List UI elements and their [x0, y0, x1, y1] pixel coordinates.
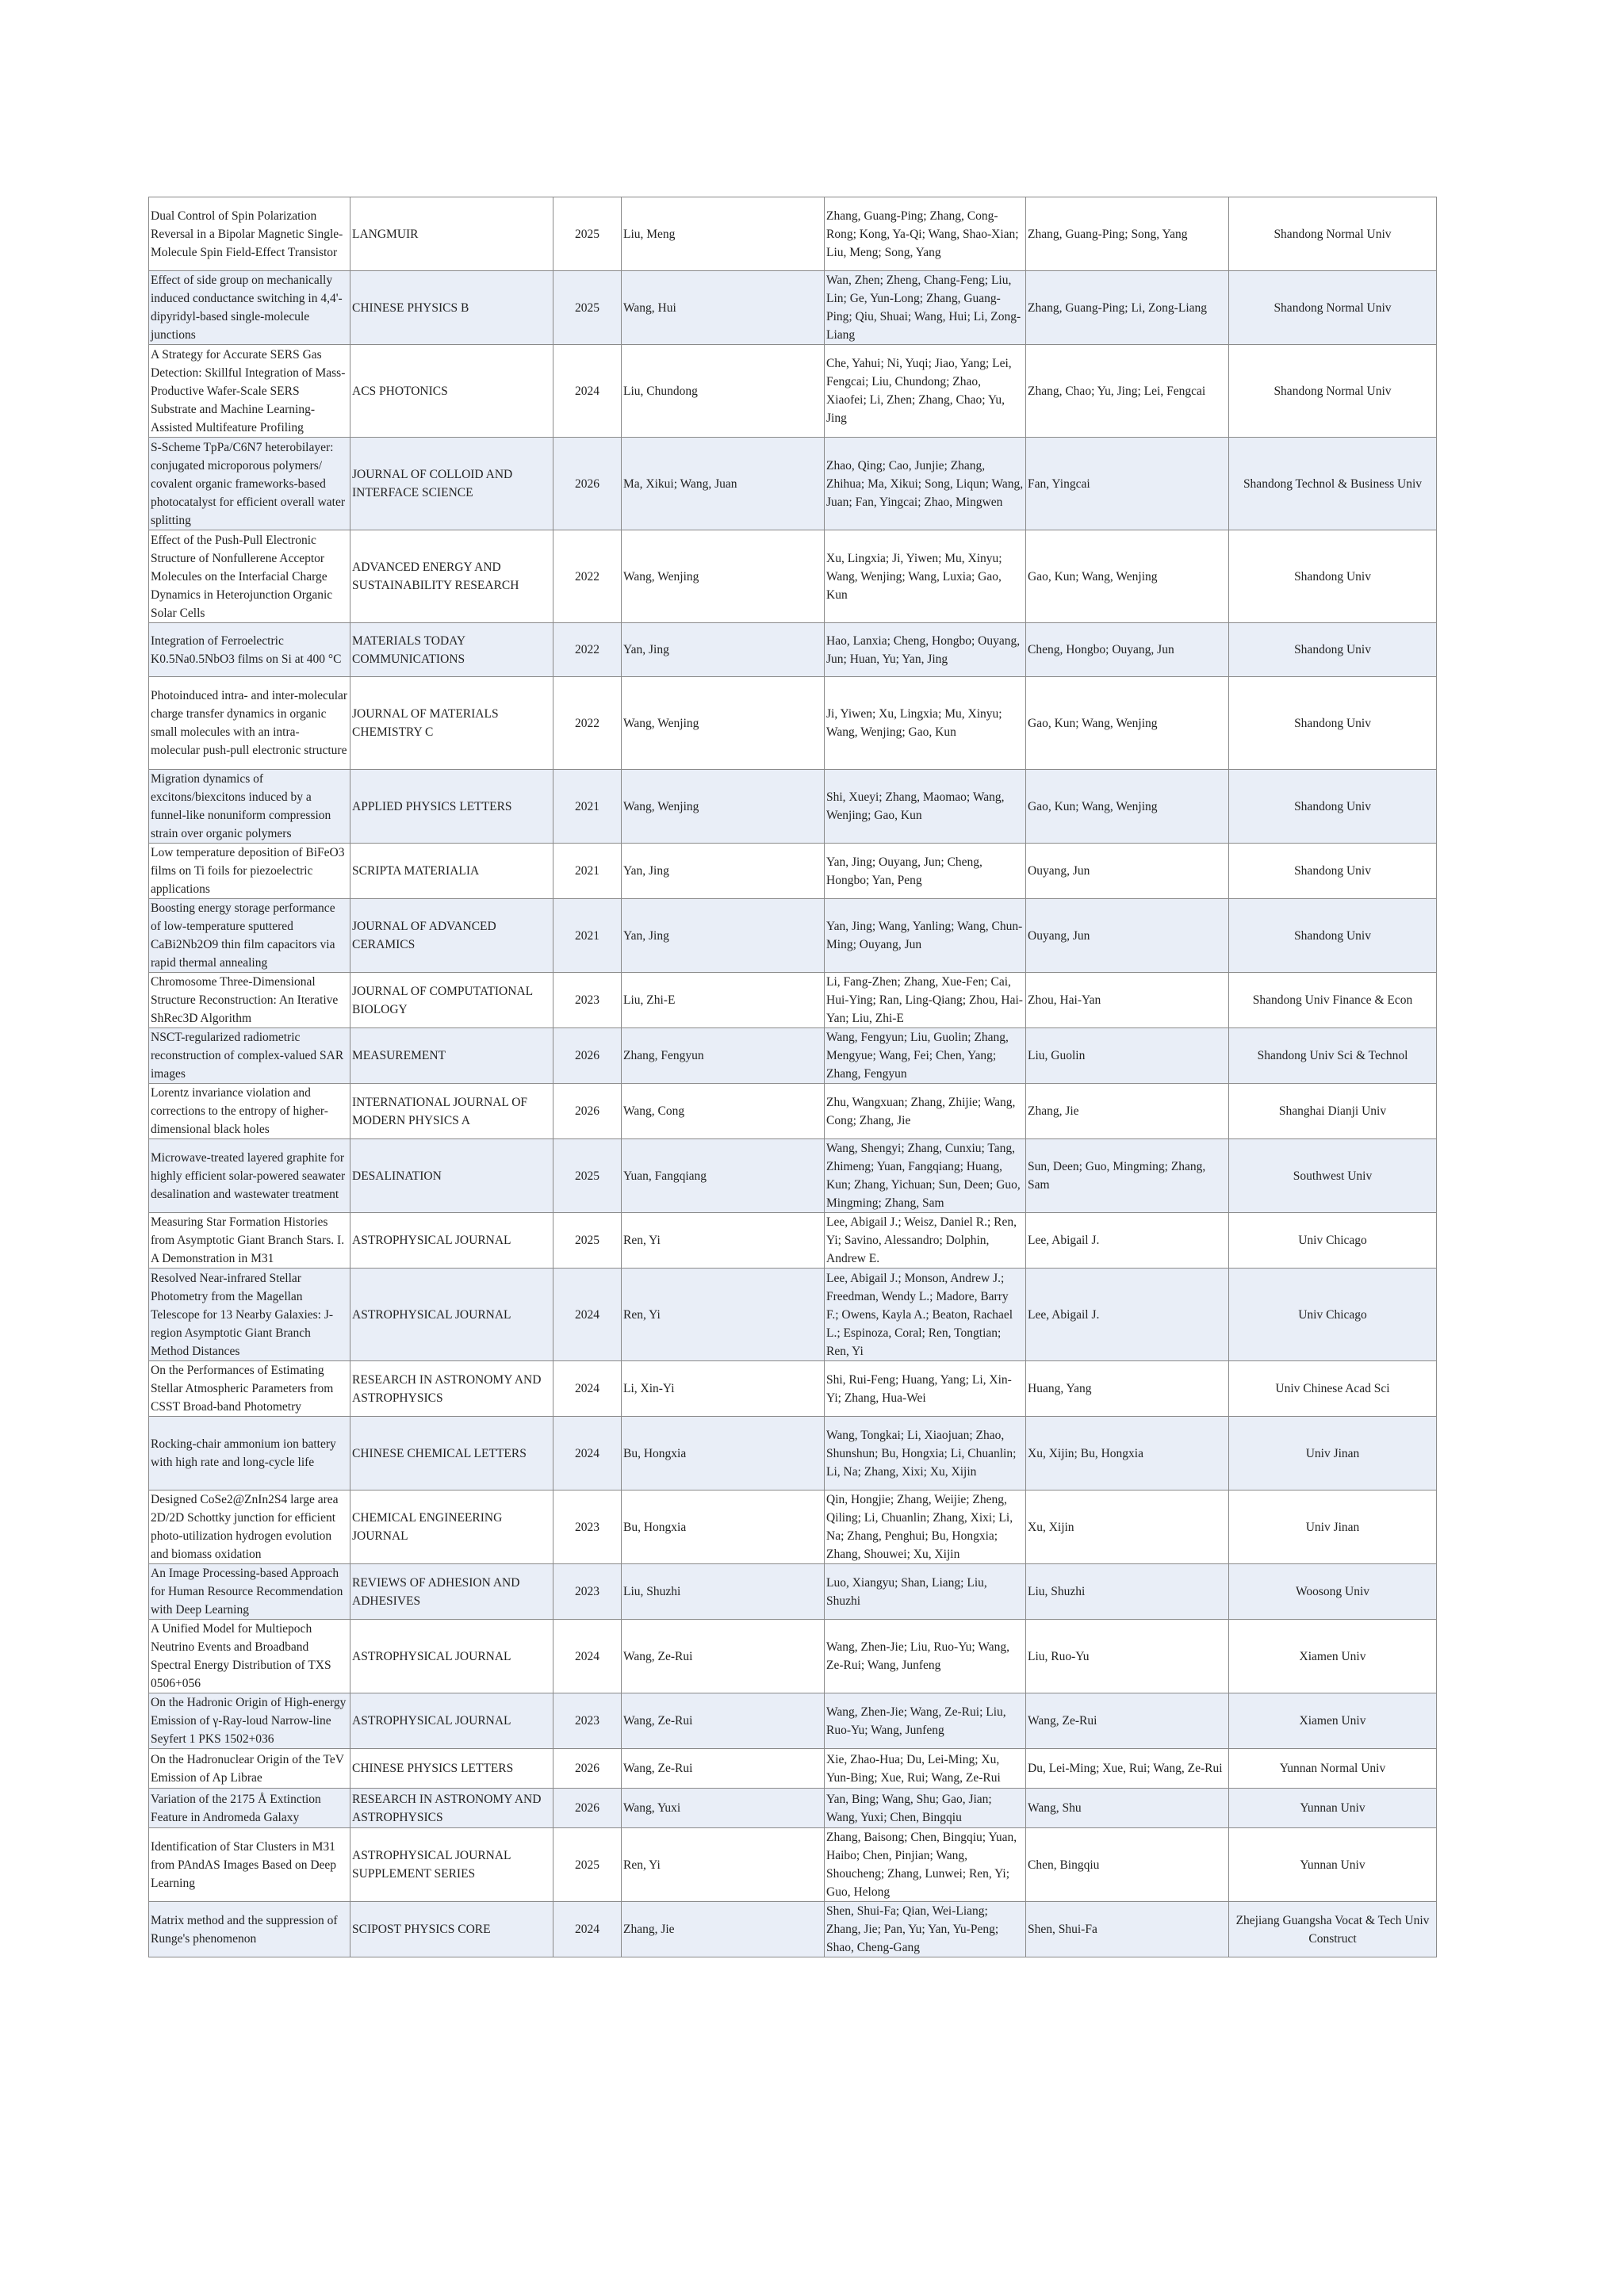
cell-authors: Lee, Abigail J.; Weisz, Daniel R.; Ren, Yi; Savino, Alessandro; Dolphin, Andrew E. — [825, 1213, 1026, 1269]
cell-affiliation: Xiamen Univ — [1229, 1620, 1437, 1693]
cell-corresponding-author: Chen, Bingqiu — [1026, 1828, 1229, 1902]
cell-first-author: Liu, Shuzhi — [622, 1564, 825, 1620]
cell-affiliation: Southwest Univ — [1229, 1139, 1437, 1213]
cell-authors: Wang, Tongkai; Li, Xiaojuan; Zhao, Shunshun; Bu, Hongxia; Li, Chuanlin; Li, Na; Zhang, Xixi; Xu, Xijin — [825, 1417, 1026, 1490]
cell-authors: Wang, Zhen-Jie; Liu, Ruo-Yu; Wang, Ze-Rui; Wang, Junfeng — [825, 1620, 1026, 1693]
cell-authors: Zhang, Guang-Ping; Zhang, Cong-Rong; Kong, Ya-Qi; Wang, Shao-Xian; Liu, Meng; Song, Yang — [825, 197, 1026, 271]
cell-affiliation: Shandong Univ Finance & Econ — [1229, 973, 1437, 1028]
cell-authors: Shen, Shui-Fa; Qian, Wei-Liang; Zhang, Jie; Pan, Yu; Yan, Yu-Peng; Shao, Cheng-Gang — [825, 1902, 1026, 1957]
cell-corresponding-author: Xu, Xijin — [1026, 1490, 1229, 1564]
cell-first-author: Li, Xin-Yi — [622, 1361, 825, 1417]
cell-journal: INTERNATIONAL JOURNAL OF MODERN PHYSICS A — [350, 1084, 553, 1139]
cell-year: 2024 — [553, 1620, 622, 1693]
cell-title: NSCT-regularized radiometric reconstruction of complex-valued SAR images — [149, 1028, 350, 1084]
cell-journal: RESEARCH IN ASTRONOMY AND ASTROPHYSICS — [350, 1361, 553, 1417]
cell-journal: CHINESE CHEMICAL LETTERS — [350, 1417, 553, 1490]
cell-journal: CHINESE PHYSICS B — [350, 271, 553, 345]
cell-first-author: Wang, Ze-Rui — [622, 1620, 825, 1693]
table-row — [149, 1828, 1437, 1902]
cell-journal: ASTROPHYSICAL JOURNAL — [350, 1213, 553, 1269]
cell-affiliation: Woosong Univ — [1229, 1564, 1437, 1620]
cell-authors: Ji, Yiwen; Xu, Lingxia; Mu, Xinyu; Wang, Wenjing; Gao, Kun — [825, 677, 1026, 770]
publication-table — [148, 197, 1437, 1957]
table-row — [149, 1417, 1437, 1490]
table-row — [149, 1564, 1437, 1620]
cell-title: Effect of the Push-Pull Electronic Structure of Nonfullerene Acceptor Molecules on the Interfacial Charge Dynamics in Heterojunction Organic Solar Cells — [149, 530, 350, 623]
cell-journal: APPLIED PHYSICS LETTERS — [350, 770, 553, 844]
cell-title: Microwave-treated layered graphite for highly efficient solar-powered seawater desalination and wastewater treatment — [149, 1139, 350, 1213]
cell-journal: MEASUREMENT — [350, 1028, 553, 1084]
cell-title: On the Hadronic Origin of High-energy Emission of γ-Ray-loud Narrow-line Seyfert 1 PKS 1502+036 — [149, 1693, 350, 1749]
cell-first-author: Yan, Jing — [622, 623, 825, 677]
cell-affiliation: Shanghai Dianji Univ — [1229, 1084, 1437, 1139]
cell-authors: Yan, Jing; Wang, Yanling; Wang, Chun-Ming; Ouyang, Jun — [825, 899, 1026, 973]
cell-first-author: Bu, Hongxia — [622, 1417, 825, 1490]
cell-journal: ASTROPHYSICAL JOURNAL SUPPLEMENT SERIES — [350, 1828, 553, 1902]
cell-journal: REVIEWS OF ADHESION AND ADHESIVES — [350, 1564, 553, 1620]
cell-affiliation: Shandong Normal Univ — [1229, 271, 1437, 345]
cell-journal: CHINESE PHYSICS LETTERS — [350, 1749, 553, 1789]
cell-journal: ASTROPHYSICAL JOURNAL — [350, 1269, 553, 1361]
cell-title: An Image Processing-based Approach for Human Resource Recommendation with Deep Learning — [149, 1564, 350, 1620]
cell-title: Rocking-chair ammonium ion battery with high rate and long-cycle life — [149, 1417, 350, 1490]
cell-authors: Wang, Fengyun; Liu, Guolin; Zhang, Mengyue; Wang, Fei; Chen, Yang; Zhang, Fengyun — [825, 1028, 1026, 1084]
table-row — [149, 1361, 1437, 1417]
cell-authors: Xu, Lingxia; Ji, Yiwen; Mu, Xinyu; Wang, Wenjing; Wang, Luxia; Gao, Kun — [825, 530, 1026, 623]
cell-first-author: Wang, Ze-Rui — [622, 1749, 825, 1789]
cell-year: 2024 — [553, 1361, 622, 1417]
cell-authors: Wan, Zhen; Zheng, Chang-Feng; Liu, Lin; Ge, Yun-Long; Zhang, Guang-Ping; Qiu, Shuai; Wang, Hui; Li, Zong-Liang — [825, 271, 1026, 345]
cell-title: S-Scheme TpPa/C6N7 heterobilayer: conjugated microporous polymers/ covalent organic frameworks-based photocatalyst for efficient overall water splitting — [149, 438, 350, 530]
cell-journal: RESEARCH IN ASTRONOMY AND ASTROPHYSICS — [350, 1789, 553, 1828]
cell-journal: MATERIALS TODAY COMMUNICATIONS — [350, 623, 553, 677]
cell-title: Boosting energy storage performance of low-temperature sputtered CaBi2Nb2O9 thin film capacitors via rapid thermal annealing — [149, 899, 350, 973]
cell-affiliation: Univ Jinan — [1229, 1417, 1437, 1490]
cell-title: Identification of Star Clusters in M31 from PAndAS Images Based on Deep Learning — [149, 1828, 350, 1902]
cell-title: Migration dynamics of excitons/biexcitons induced by a funnel-like nonuniform compression strain over organic polymers — [149, 770, 350, 844]
cell-affiliation: Shandong Normal Univ — [1229, 197, 1437, 271]
cell-affiliation: Yunnan Univ — [1229, 1828, 1437, 1902]
table-row — [149, 345, 1437, 438]
cell-year: 2021 — [553, 770, 622, 844]
cell-year: 2024 — [553, 1269, 622, 1361]
cell-year: 2026 — [553, 1028, 622, 1084]
cell-year: 2023 — [553, 1564, 622, 1620]
cell-affiliation: Shandong Univ — [1229, 770, 1437, 844]
cell-first-author: Ren, Yi — [622, 1269, 825, 1361]
cell-title: A Unified Model for Multiepoch Neutrino Events and Broadband Spectral Energy Distribution of TXS 0506+056 — [149, 1620, 350, 1693]
cell-corresponding-author: Zhang, Guang-Ping; Li, Zong-Liang — [1026, 271, 1229, 345]
cell-corresponding-author: Wang, Shu — [1026, 1789, 1229, 1828]
cell-journal: JOURNAL OF COMPUTATIONAL BIOLOGY — [350, 973, 553, 1028]
cell-affiliation: Univ Chicago — [1229, 1269, 1437, 1361]
cell-authors: Zhao, Qing; Cao, Junjie; Zhang, Zhihua; Ma, Xikui; Song, Liqun; Wang, Juan; Fan, Yingcai; Zhao, Mingwen — [825, 438, 1026, 530]
cell-authors: Lee, Abigail J.; Monson, Andrew J.; Freedman, Wendy L.; Madore, Barry F.; Owens, Kayla A.; Beaton, Rachael L.; Espinoza, Coral; Ren, Tongtian; Ren, Yi — [825, 1269, 1026, 1361]
cell-title: Effect of side group on mechanically induced conductance switching in 4,4'-dipyridyl-based single-molecule junctions — [149, 271, 350, 345]
cell-authors: Li, Fang-Zhen; Zhang, Xue-Fen; Cai, Hui-Ying; Ran, Ling-Qiang; Zhou, Hai-Yan; Liu, Zhi-E — [825, 973, 1026, 1028]
cell-corresponding-author: Liu, Shuzhi — [1026, 1564, 1229, 1620]
table-row — [149, 844, 1437, 899]
cell-journal: DESALINATION — [350, 1139, 553, 1213]
cell-journal: CHEMICAL ENGINEERING JOURNAL — [350, 1490, 553, 1564]
cell-year: 2024 — [553, 1902, 622, 1957]
cell-title: Variation of the 2175 Å Extinction Feature in Andromeda Galaxy — [149, 1789, 350, 1828]
cell-first-author: Wang, Yuxi — [622, 1789, 825, 1828]
cell-affiliation: Yunnan Univ — [1229, 1789, 1437, 1828]
cell-affiliation: Shandong Univ — [1229, 899, 1437, 973]
cell-title: Low temperature deposition of BiFeO3 films on Ti foils for piezoelectric applications — [149, 844, 350, 899]
cell-authors: Wang, Shengyi; Zhang, Cunxiu; Tang, Zhimeng; Yuan, Fangqiang; Huang, Kun; Zhang, Yichuan; Sun, Deen; Guo, Mingming; Zhang, Sam — [825, 1139, 1026, 1213]
cell-corresponding-author: Xu, Xijin; Bu, Hongxia — [1026, 1417, 1229, 1490]
table-row — [149, 1693, 1437, 1749]
table-row — [149, 1789, 1437, 1828]
cell-year: 2026 — [553, 438, 622, 530]
cell-authors: Wang, Zhen-Jie; Wang, Ze-Rui; Liu, Ruo-Yu; Wang, Junfeng — [825, 1693, 1026, 1749]
table-row — [149, 1084, 1437, 1139]
cell-title: Integration of Ferroelectric K0.5Na0.5NbO3 films on Si at 400 °C — [149, 623, 350, 677]
cell-corresponding-author: Cheng, Hongbo; Ouyang, Jun — [1026, 623, 1229, 677]
cell-authors: Xie, Zhao-Hua; Du, Lei-Ming; Xu, Yun-Bing; Xue, Rui; Wang, Ze-Rui — [825, 1749, 1026, 1789]
cell-affiliation: Univ Chicago — [1229, 1213, 1437, 1269]
table-row — [149, 271, 1437, 345]
table-row — [149, 623, 1437, 677]
cell-year: 2021 — [553, 899, 622, 973]
cell-first-author: Wang, Cong — [622, 1084, 825, 1139]
cell-first-author: Zhang, Fengyun — [622, 1028, 825, 1084]
cell-title: On the Hadronuclear Origin of the TeV Emission of Ap Librae — [149, 1749, 350, 1789]
cell-title: Lorentz invariance violation and corrections to the entropy of higher-dimensional black holes — [149, 1084, 350, 1139]
cell-first-author: Liu, Meng — [622, 197, 825, 271]
cell-journal: ASTROPHYSICAL JOURNAL — [350, 1620, 553, 1693]
cell-title: Dual Control of Spin Polarization Reversal in a Bipolar Magnetic Single-Molecule Spin Field-Effect Transistor — [149, 197, 350, 271]
table-row — [149, 1139, 1437, 1213]
cell-year: 2025 — [553, 271, 622, 345]
cell-affiliation: Univ Chinese Acad Sci — [1229, 1361, 1437, 1417]
cell-authors: Shi, Xueyi; Zhang, Maomao; Wang, Wenjing; Gao, Kun — [825, 770, 1026, 844]
cell-first-author: Wang, Hui — [622, 271, 825, 345]
cell-year: 2024 — [553, 1417, 622, 1490]
cell-authors: Yan, Bing; Wang, Shu; Gao, Jian; Wang, Yuxi; Chen, Bingqiu — [825, 1789, 1026, 1828]
cell-title: A Strategy for Accurate SERS Gas Detection: Skillful Integration of Mass-Productive Wafer-Scale SERS Substrate and Machine Learning-Assisted Multifeature Profiling — [149, 345, 350, 438]
cell-journal: ADVANCED ENERGY AND SUSTAINABILITY RESEARCH — [350, 530, 553, 623]
cell-authors: Luo, Xiangyu; Shan, Liang; Liu, Shuzhi — [825, 1564, 1026, 1620]
cell-first-author: Yan, Jing — [622, 899, 825, 973]
cell-corresponding-author: Fan, Yingcai — [1026, 438, 1229, 530]
table-row — [149, 1490, 1437, 1564]
cell-year: 2025 — [553, 1213, 622, 1269]
cell-corresponding-author: Gao, Kun; Wang, Wenjing — [1026, 770, 1229, 844]
cell-first-author: Ren, Yi — [622, 1828, 825, 1902]
cell-year: 2025 — [553, 197, 622, 271]
cell-corresponding-author: Ouyang, Jun — [1026, 844, 1229, 899]
cell-year: 2023 — [553, 973, 622, 1028]
cell-affiliation: Univ Jinan — [1229, 1490, 1437, 1564]
cell-title: Chromosome Three-Dimensional Structure Reconstruction: An Iterative ShRec3D Algorithm — [149, 973, 350, 1028]
cell-journal: SCIPOST PHYSICS CORE — [350, 1902, 553, 1957]
cell-corresponding-author: Lee, Abigail J. — [1026, 1269, 1229, 1361]
cell-year: 2022 — [553, 623, 622, 677]
cell-authors: Hao, Lanxia; Cheng, Hongbo; Ouyang, Jun; Huan, Yu; Yan, Jing — [825, 623, 1026, 677]
table-row — [149, 899, 1437, 973]
cell-first-author: Yuan, Fangqiang — [622, 1139, 825, 1213]
table-row — [149, 973, 1437, 1028]
cell-title: Matrix method and the suppression of Runge's phenomenon — [149, 1902, 350, 1957]
cell-affiliation: Shandong Univ — [1229, 623, 1437, 677]
cell-year: 2021 — [553, 844, 622, 899]
cell-year: 2025 — [553, 1139, 622, 1213]
table-row — [149, 1028, 1437, 1084]
table-row — [149, 1269, 1437, 1361]
cell-year: 2025 — [553, 1828, 622, 1902]
cell-affiliation: Xiamen Univ — [1229, 1693, 1437, 1749]
table-row — [149, 1213, 1437, 1269]
cell-corresponding-author: Zhang, Guang-Ping; Song, Yang — [1026, 197, 1229, 271]
cell-first-author: Ren, Yi — [622, 1213, 825, 1269]
cell-affiliation: Shandong Univ — [1229, 677, 1437, 770]
cell-journal: JOURNAL OF COLLOID AND INTERFACE SCIENCE — [350, 438, 553, 530]
cell-first-author: Liu, Chundong — [622, 345, 825, 438]
cell-corresponding-author: Liu, Guolin — [1026, 1028, 1229, 1084]
cell-title: Resolved Near-infrared Stellar Photometry from the Magellan Telescope for 13 Nearby Galaxies: J-region Asymptotic Giant Branch Method Distances — [149, 1269, 350, 1361]
cell-corresponding-author: Lee, Abigail J. — [1026, 1213, 1229, 1269]
cell-journal: SCRIPTA MATERIALIA — [350, 844, 553, 899]
cell-first-author: Wang, Wenjing — [622, 677, 825, 770]
cell-journal: ASTROPHYSICAL JOURNAL — [350, 1693, 553, 1749]
table-row — [149, 197, 1437, 271]
cell-affiliation: Yunnan Normal Univ — [1229, 1749, 1437, 1789]
cell-journal: LANGMUIR — [350, 197, 553, 271]
cell-year: 2026 — [553, 1789, 622, 1828]
cell-first-author: Yan, Jing — [622, 844, 825, 899]
cell-first-author: Liu, Zhi-E — [622, 973, 825, 1028]
cell-corresponding-author: Zhou, Hai-Yan — [1026, 973, 1229, 1028]
cell-journal: JOURNAL OF MATERIALS CHEMISTRY C — [350, 677, 553, 770]
cell-year: 2024 — [553, 345, 622, 438]
cell-authors: Zhang, Baisong; Chen, Bingqiu; Yuan, Haibo; Chen, Pinjian; Wang, Shoucheng; Zhang, Lunwei; Ren, Yi; Guo, Helong — [825, 1828, 1026, 1902]
cell-corresponding-author: Gao, Kun; Wang, Wenjing — [1026, 530, 1229, 623]
cell-corresponding-author: Ouyang, Jun — [1026, 899, 1229, 973]
cell-first-author: Wang, Wenjing — [622, 530, 825, 623]
cell-corresponding-author: Gao, Kun; Wang, Wenjing — [1026, 677, 1229, 770]
cell-title: Measuring Star Formation Histories from Asymptotic Giant Branch Stars. I. A Demonstration in M31 — [149, 1213, 350, 1269]
cell-affiliation: Shandong Technol & Business Univ — [1229, 438, 1437, 530]
cell-corresponding-author: Zhang, Jie — [1026, 1084, 1229, 1139]
cell-corresponding-author: Shen, Shui-Fa — [1026, 1902, 1229, 1957]
cell-authors: Shi, Rui-Feng; Huang, Yang; Li, Xin-Yi; Zhang, Hua-Wei — [825, 1361, 1026, 1417]
cell-first-author: Zhang, Jie — [622, 1902, 825, 1957]
cell-first-author: Bu, Hongxia — [622, 1490, 825, 1564]
cell-year: 2026 — [553, 1749, 622, 1789]
table-row — [149, 770, 1437, 844]
cell-first-author: Wang, Wenjing — [622, 770, 825, 844]
cell-year: 2023 — [553, 1693, 622, 1749]
cell-title: Designed CoSe2@ZnIn2S4 large area 2D/2D Schottky junction for efficient photo-utilization hydrogen evolution and biomass oxidation — [149, 1490, 350, 1564]
cell-authors: Zhu, Wangxuan; Zhang, Zhijie; Wang, Cong; Zhang, Jie — [825, 1084, 1026, 1139]
cell-corresponding-author: Wang, Ze-Rui — [1026, 1693, 1229, 1749]
cell-affiliation: Shandong Normal Univ — [1229, 345, 1437, 438]
cell-journal: ACS PHOTONICS — [350, 345, 553, 438]
cell-title: On the Performances of Estimating Stellar Atmospheric Parameters from CSST Broad-band Photometry — [149, 1361, 350, 1417]
cell-affiliation: Shandong Univ Sci & Technol — [1229, 1028, 1437, 1084]
cell-affiliation: Shandong Univ — [1229, 844, 1437, 899]
cell-first-author: Wang, Ze-Rui — [622, 1693, 825, 1749]
cell-affiliation: Zhejiang Guangsha Vocat & Tech Univ Construct — [1229, 1902, 1437, 1957]
table-row — [149, 1902, 1437, 1957]
table-row — [149, 438, 1437, 530]
cell-year: 2023 — [553, 1490, 622, 1564]
cell-affiliation: Shandong Univ — [1229, 530, 1437, 623]
cell-first-author: Ma, Xikui; Wang, Juan — [622, 438, 825, 530]
cell-corresponding-author: Sun, Deen; Guo, Mingming; Zhang, Sam — [1026, 1139, 1229, 1213]
cell-authors: Qin, Hongjie; Zhang, Weijie; Zheng, Qiling; Li, Chuanlin; Zhang, Xixi; Li, Na; Zhang, Penghui; Bu, Hongxia; Zhang, Shouwei; Xu, Xijin — [825, 1490, 1026, 1564]
table-row — [149, 530, 1437, 623]
cell-corresponding-author: Huang, Yang — [1026, 1361, 1229, 1417]
table-row — [149, 1749, 1437, 1789]
cell-corresponding-author: Zhang, Chao; Yu, Jing; Lei, Fengcai — [1026, 345, 1229, 438]
cell-journal: JOURNAL OF ADVANCED CERAMICS — [350, 899, 553, 973]
cell-corresponding-author: Liu, Ruo-Yu — [1026, 1620, 1229, 1693]
cell-authors: Che, Yahui; Ni, Yuqi; Jiao, Yang; Lei, Fengcai; Liu, Chundong; Zhao, Xiaofei; Li, Zhen; Zhang, Chao; Yu, Jing — [825, 345, 1026, 438]
cell-year: 2022 — [553, 530, 622, 623]
publication-table-body — [149, 197, 1437, 1957]
cell-title: Photoinduced intra- and inter-molecular charge transfer dynamics in organic small molecules with an intra-molecular push-pull electronic structure — [149, 677, 350, 770]
cell-year: 2022 — [553, 677, 622, 770]
table-row — [149, 1620, 1437, 1693]
table-row — [149, 677, 1437, 770]
cell-authors: Yan, Jing; Ouyang, Jun; Cheng, Hongbo; Yan, Peng — [825, 844, 1026, 899]
cell-corresponding-author: Du, Lei-Ming; Xue, Rui; Wang, Ze-Rui — [1026, 1749, 1229, 1789]
cell-year: 2026 — [553, 1084, 622, 1139]
